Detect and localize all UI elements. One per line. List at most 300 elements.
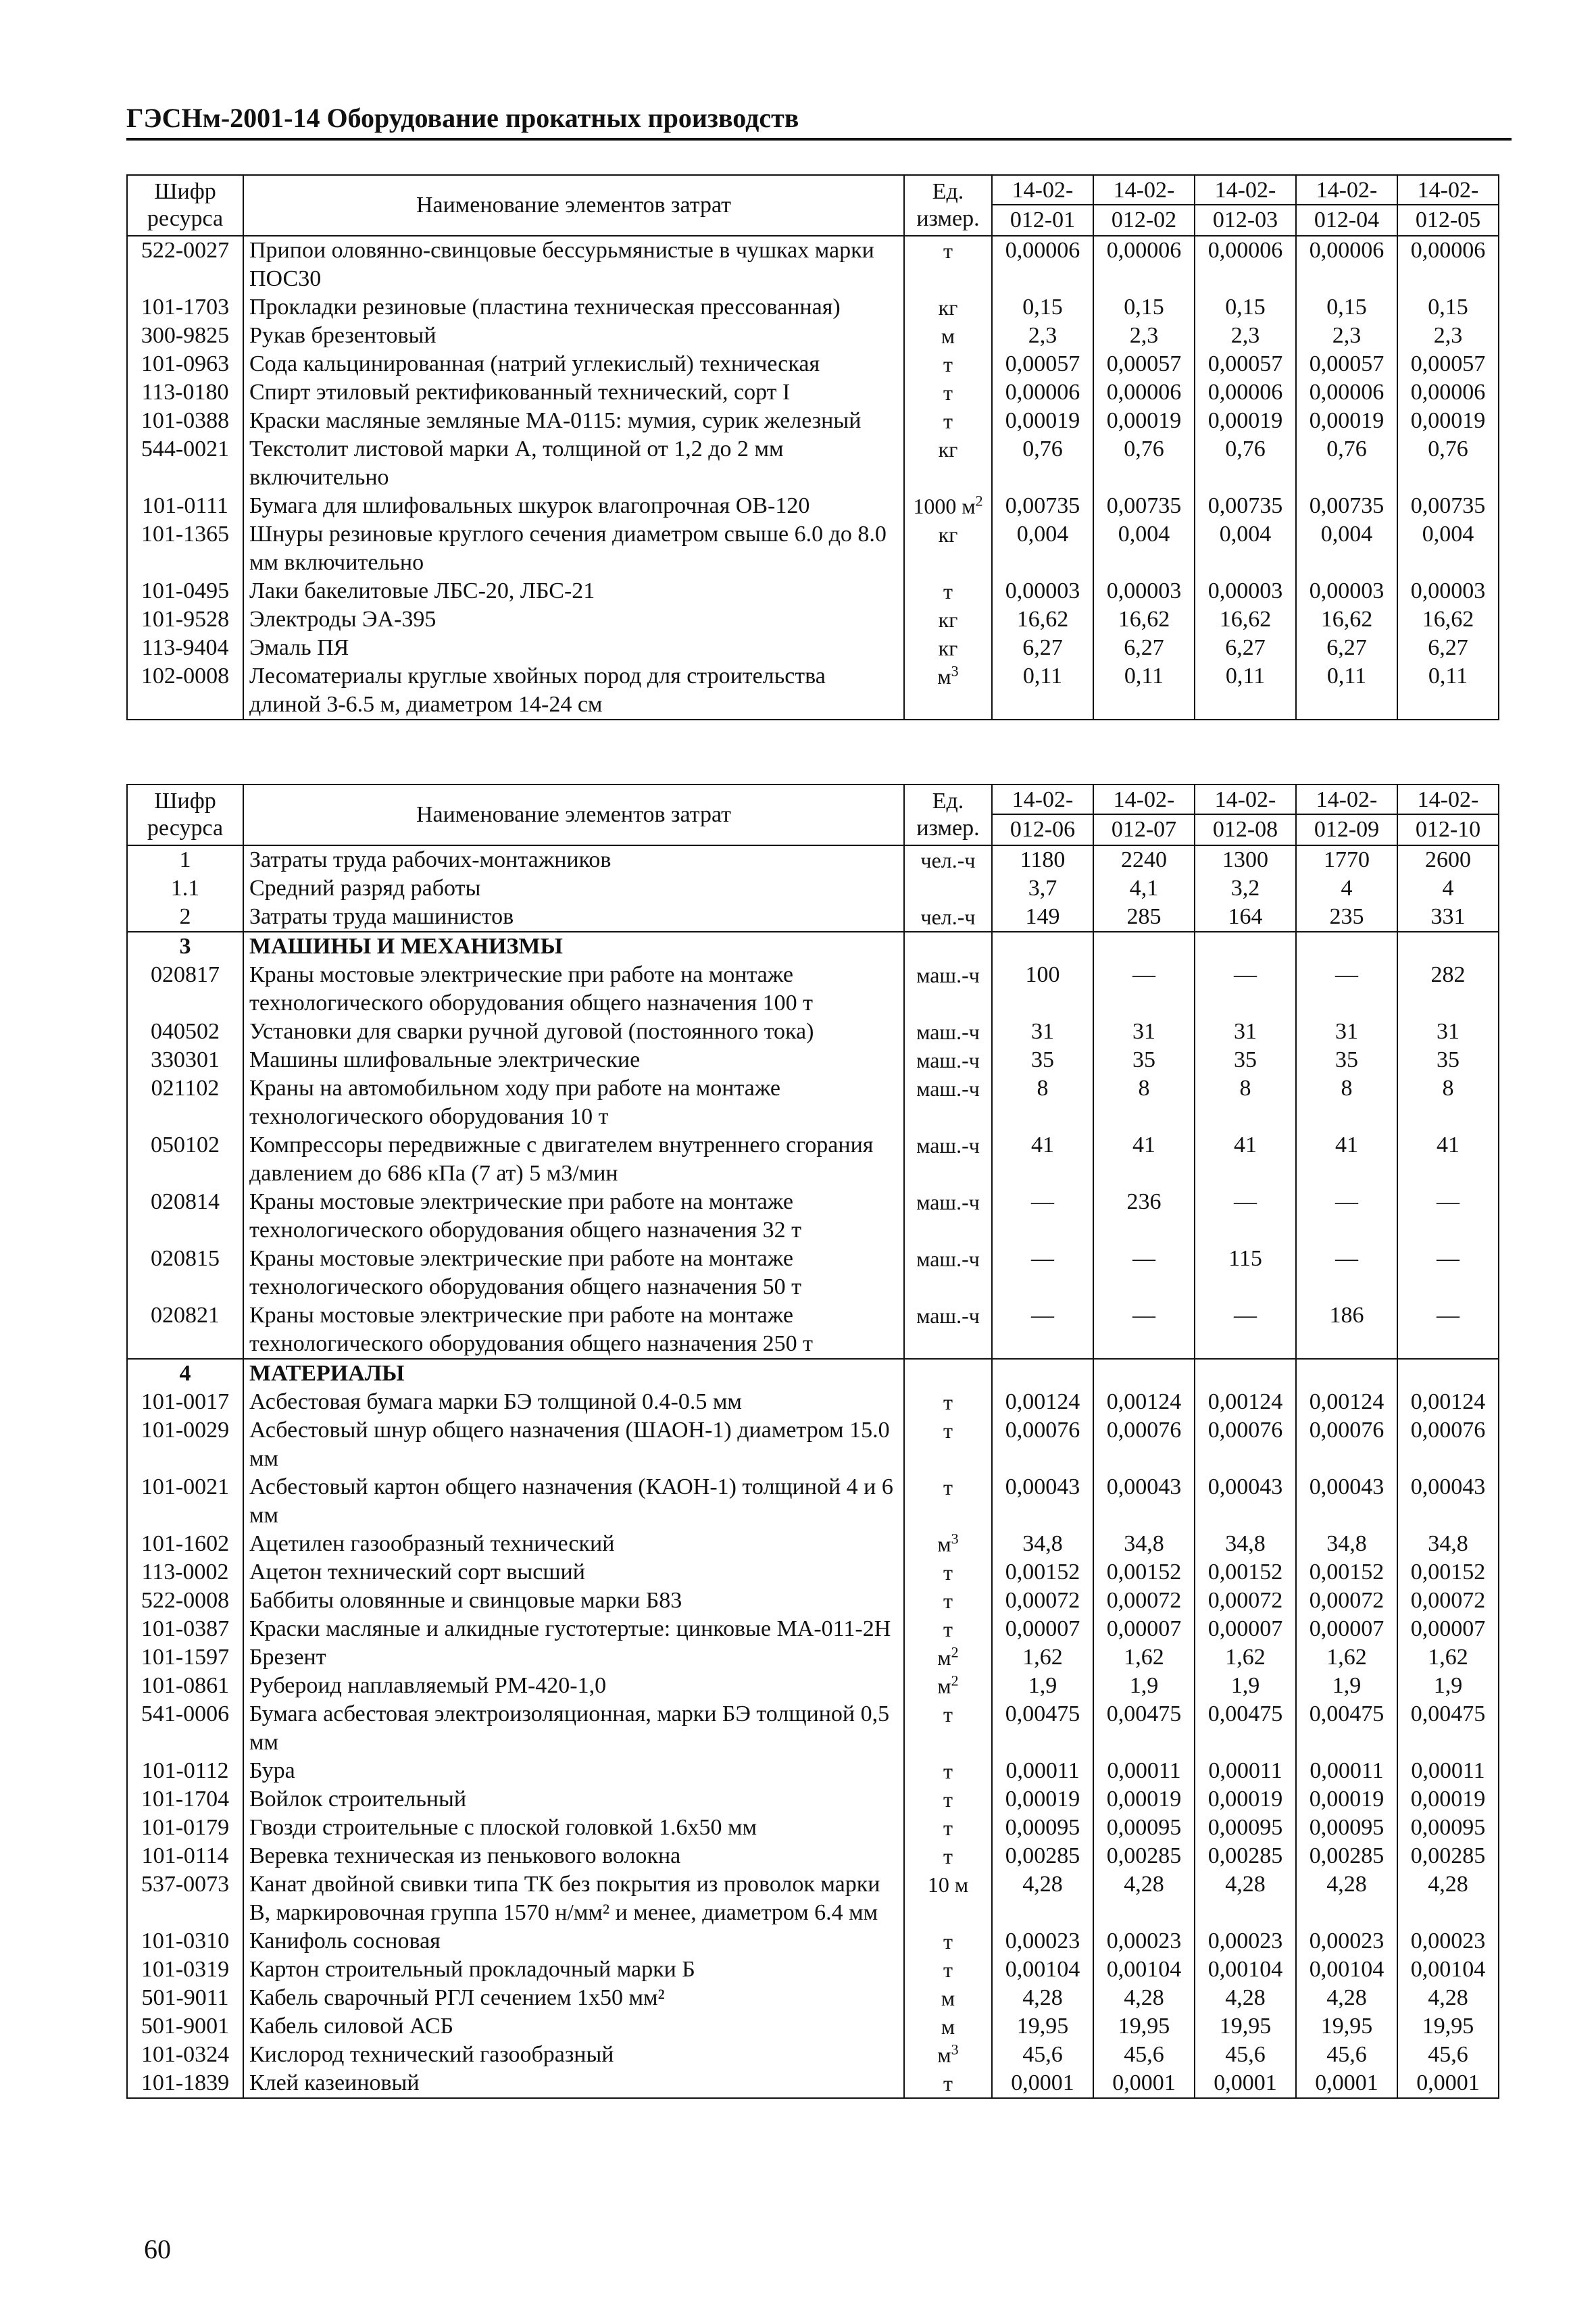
resource-value: 1,9 — [992, 1672, 1093, 1700]
unit-label: м — [937, 2043, 951, 2067]
unit-label: т — [943, 1844, 953, 1868]
resource-value: 0,00072 — [1296, 1587, 1397, 1615]
resource-value: 0,00124 — [992, 1388, 1093, 1416]
resource-value: 0,76 — [1397, 435, 1499, 492]
resource-value: 31 — [1397, 1018, 1499, 1046]
resource-name: Прокладки резиновые (пластина техническая прессованная) — [243, 293, 904, 322]
unit-label: 1000 м — [913, 494, 976, 518]
resource-unit — [904, 961, 992, 1018]
resource-value: 19,95 — [992, 2012, 1093, 2041]
resource-value: 0,15 — [992, 293, 1093, 322]
resource-name: Краны мостовые электрические при работе на монтаже технологического оборудования общего назначения 50 т — [243, 1245, 904, 1301]
resource-value: 0,00057 — [1093, 350, 1195, 378]
resource-code: 020817 — [127, 961, 243, 1018]
resource-value: 0,00735 — [1397, 492, 1499, 520]
resource-unit — [904, 1672, 992, 1700]
resource-value: 41 — [992, 1131, 1093, 1188]
resource-code: 101-9528 — [127, 605, 243, 634]
table-row — [127, 874, 1499, 903]
resource-value: 0,00104 — [1397, 1956, 1499, 1984]
unit-label: т — [943, 1759, 953, 1783]
resource-value: 34,8 — [992, 1530, 1093, 1558]
unit-label: маш.-ч — [916, 963, 980, 987]
table-row — [127, 2012, 1499, 2041]
resource-value: 0,00019 — [992, 1785, 1093, 1814]
resource-code: 101-0029 — [127, 1416, 243, 1473]
resource-value: 4,28 — [992, 1984, 1093, 2012]
resource-value: 34,8 — [1093, 1530, 1195, 1558]
resource-value — [1397, 932, 1499, 961]
resource-code: 101-0310 — [127, 1927, 243, 1956]
resource-value: 186 — [1296, 1301, 1397, 1359]
resource-name: МАШИНЫ И МЕХАНИЗМЫ — [243, 932, 904, 961]
resource-value: 8 — [1397, 1074, 1499, 1131]
resource-value — [992, 932, 1093, 961]
resource-value: 1,9 — [1093, 1672, 1195, 1700]
resource-value: 0,00475 — [1195, 1700, 1296, 1757]
resource-value: 19,95 — [1093, 2012, 1195, 2041]
resource-value: 0,00124 — [1296, 1388, 1397, 1416]
resource-code: 330301 — [127, 1046, 243, 1074]
resource-code: 113-0002 — [127, 1558, 243, 1587]
unit-label: т — [943, 1787, 953, 1812]
unit-label: м — [941, 324, 955, 348]
resource-value: 0,00006 — [1397, 236, 1499, 293]
resource-unit — [904, 378, 992, 407]
resource-code: 021102 — [127, 1074, 243, 1131]
resource-value: 0,00285 — [992, 1842, 1093, 1870]
resource-name: Бура — [243, 1757, 904, 1785]
resource-unit — [904, 1615, 992, 1643]
resource-value: 0,00072 — [1093, 1587, 1195, 1615]
table-row — [127, 236, 1499, 293]
unit-label: м — [937, 1532, 951, 1556]
unit-label: кг — [938, 437, 958, 462]
resource-value: 0,00011 — [1093, 1757, 1195, 1785]
resource-unit — [904, 1046, 992, 1074]
resource-value: 282 — [1397, 961, 1499, 1018]
resource-value: 0,00043 — [1296, 1473, 1397, 1530]
table-row — [127, 1359, 1499, 1388]
resource-code: 101-0861 — [127, 1672, 243, 1700]
header-unit: Ед. измер. — [904, 175, 992, 236]
resource-value: 4,28 — [1296, 1870, 1397, 1927]
resource-value: 34,8 — [1296, 1530, 1397, 1558]
resource-value: 0,00043 — [1397, 1473, 1499, 1530]
table-row — [127, 1842, 1499, 1870]
table-row — [127, 1416, 1499, 1473]
resource-value: 1,62 — [1397, 1643, 1499, 1672]
resource-value: 35 — [1397, 1046, 1499, 1074]
resource-value: 285 — [1093, 903, 1195, 932]
resource-value: 0,00072 — [1397, 1587, 1499, 1615]
table-row — [127, 1558, 1499, 1587]
table-row — [127, 1785, 1499, 1814]
resource-value: 0,004 — [992, 520, 1093, 577]
resource-value: 4 — [1397, 874, 1499, 903]
resource-unit — [904, 634, 992, 662]
resource-name: Веревка техническая из пенькового волокна — [243, 1842, 904, 1870]
unit-label: маш.-ч — [916, 1020, 980, 1044]
resource-value: 0,00735 — [1296, 492, 1397, 520]
resource-name: Асбестовый картон общего назначения (КАОН-1) толщиной 4 и 6 мм — [243, 1473, 904, 1530]
resource-unit — [904, 1700, 992, 1757]
resource-unit — [904, 1757, 992, 1785]
resource-code: 101-0387 — [127, 1615, 243, 1643]
resource-code: 522-0008 — [127, 1587, 243, 1615]
resource-unit — [904, 1870, 992, 1927]
resource-value: 236 — [1093, 1188, 1195, 1245]
resource-value: 45,6 — [1296, 2041, 1397, 2069]
resource-value: 0,00152 — [1195, 1558, 1296, 1587]
table-row — [127, 1984, 1499, 2012]
resource-name: Бумага асбестовая электроизоляционная, марки БЭ толщиной 0,5 мм — [243, 1700, 904, 1757]
resource-name: Текстолит листовой марки А, толщиной от 1,2 до 2 мм включительно — [243, 435, 904, 492]
resource-code: 101-0388 — [127, 407, 243, 435]
resource-value: 19,95 — [1397, 2012, 1499, 2041]
resource-value: 0,00019 — [1397, 407, 1499, 435]
resource-name: Гвозди строительные с плоской головкой 1.6x50 мм — [243, 1814, 904, 1842]
table-row — [127, 520, 1499, 577]
resource-value — [1296, 932, 1397, 961]
table-row — [127, 1870, 1499, 1927]
resource-name: Сода кальцинированная (натрий углекислый) техническая — [243, 350, 904, 378]
resource-value: 0,00076 — [992, 1416, 1093, 1473]
resource-value: — — [1093, 1245, 1195, 1301]
resource-value: 0,00006 — [1195, 378, 1296, 407]
table-row — [127, 1473, 1499, 1530]
resource-value: 0,00475 — [1296, 1700, 1397, 1757]
resource-name: Кабель силовой АСБ — [243, 2012, 904, 2041]
resource-value: 0,11 — [1397, 662, 1499, 720]
unit-label: маш.-ч — [916, 1076, 980, 1101]
resource-value: 31 — [1093, 1018, 1195, 1046]
resource-value: 0,00007 — [1195, 1615, 1296, 1643]
resource-name: Спирт этиловый ректификованный технический, сорт I — [243, 378, 904, 407]
table-row — [127, 1956, 1499, 1984]
resource-value: 0,00152 — [992, 1558, 1093, 1587]
resource-value: 4,1 — [1093, 874, 1195, 903]
resource-name: МАТЕРИАЛЫ — [243, 1359, 904, 1388]
resource-value: 0,00043 — [992, 1473, 1093, 1530]
resource-unit — [904, 1131, 992, 1188]
resource-value: 0,00735 — [992, 492, 1093, 520]
table-row — [127, 1245, 1499, 1301]
resource-value: 2,3 — [992, 322, 1093, 350]
resource-unit — [904, 293, 992, 322]
unit-label: т — [943, 1589, 953, 1613]
resource-code: 101-1597 — [127, 1643, 243, 1672]
resource-value: — — [1296, 1245, 1397, 1301]
resource-name: Припои оловянно-свинцовые бессурьмянистые в чушках марки ПОС30 — [243, 236, 904, 293]
resource-value: 0,0001 — [1195, 2069, 1296, 2098]
resource-unit — [904, 1074, 992, 1131]
table-row — [127, 492, 1499, 520]
resource-value: 1,9 — [1397, 1672, 1499, 1700]
resource-unit — [904, 435, 992, 492]
resource-unit — [904, 577, 992, 605]
resource-value: 0,00011 — [1397, 1757, 1499, 1785]
resource-value: 0,00124 — [1397, 1388, 1499, 1416]
resource-code: 113-0180 — [127, 378, 243, 407]
resource-value: 0,00023 — [1093, 1927, 1195, 1956]
resource-value: 2,3 — [1195, 322, 1296, 350]
resource-value: 0,00735 — [1195, 492, 1296, 520]
unit-label: т — [943, 1617, 953, 1641]
resource-code: 050102 — [127, 1131, 243, 1188]
unit-label: чел.-ч — [920, 905, 976, 929]
resource-name: Шнуры резиновые круглого сечения диаметром свыше 6.0 до 8.0 мм включительно — [243, 520, 904, 577]
resource-unit — [904, 520, 992, 577]
resource-code: 101-1602 — [127, 1530, 243, 1558]
resource-code: 501-9001 — [127, 2012, 243, 2041]
resource-value: 0,00003 — [1093, 577, 1195, 605]
resource-name: Асбестовый шнур общего назначения (ШАОН-1) диаметром 15.0 мм — [243, 1416, 904, 1473]
resource-value: 1,62 — [1296, 1643, 1397, 1672]
resource-code: 102-0008 — [127, 662, 243, 720]
resource-unit — [904, 1188, 992, 1245]
resource-name: Брезент — [243, 1643, 904, 1672]
unit-label: т — [943, 1390, 953, 1414]
resource-value: 0,00006 — [992, 236, 1093, 293]
resource-name: Кислород технический газообразный — [243, 2041, 904, 2069]
unit-label: 10 м — [927, 1872, 969, 1897]
resource-value: 1,62 — [992, 1643, 1093, 1672]
resource-value: 8 — [1093, 1074, 1195, 1131]
resource-code: 1 — [127, 845, 243, 874]
resource-name: Войлок строительный — [243, 1785, 904, 1814]
resource-value: 0,0001 — [1093, 2069, 1195, 2098]
resource-unit — [904, 1927, 992, 1956]
resource-value: 0,11 — [1195, 662, 1296, 720]
unit-label: т — [943, 1475, 953, 1499]
resource-table-1 — [126, 174, 1499, 720]
resource-value: 6,27 — [1296, 634, 1397, 662]
unit-superscript: 2 — [951, 1672, 959, 1689]
resource-value: 35 — [1296, 1046, 1397, 1074]
resource-value: 1180 — [992, 845, 1093, 874]
resource-code: 020814 — [127, 1188, 243, 1245]
resource-value: 0,11 — [992, 662, 1093, 720]
resource-value: — — [1397, 1245, 1499, 1301]
resource-unit — [904, 350, 992, 378]
resource-unit — [904, 2041, 992, 2069]
resource-name: Компрессоры передвижные с двигателем внутреннего сгорания давлением до 686 кПа (7 ат) 5 м3/мин — [243, 1131, 904, 1188]
resource-value: 0,00019 — [1397, 1785, 1499, 1814]
unit-label: маш.-ч — [916, 1133, 980, 1158]
resource-value: 0,00095 — [1093, 1814, 1195, 1842]
table-row — [127, 2069, 1499, 2098]
table-row — [127, 1814, 1499, 1842]
resource-value: 0,00019 — [1195, 407, 1296, 435]
resource-value: 0,004 — [1093, 520, 1195, 577]
resource-value: 2,3 — [1296, 322, 1397, 350]
resource-value: 0,00019 — [1093, 407, 1195, 435]
header-col: 14-02- 012-08 — [1195, 785, 1296, 845]
resource-name: Лесоматериалы круглые хвойных пород для строительства длиной 3-6.5 м, диаметром 14-24 см — [243, 662, 904, 720]
resource-code: 101-0017 — [127, 1388, 243, 1416]
resource-value: 0,00006 — [992, 378, 1093, 407]
unit-label: т — [943, 380, 953, 405]
resource-code: 113-9404 — [127, 634, 243, 662]
resource-value: 4,28 — [1093, 1984, 1195, 2012]
resource-value: 0,00095 — [1296, 1814, 1397, 1842]
resource-name: Картон строительный прокладочный марки Б — [243, 1956, 904, 1984]
resource-unit — [904, 1956, 992, 1984]
table-row — [127, 407, 1499, 435]
resource-value: 0,00057 — [1195, 350, 1296, 378]
header-col: 14-02- 012-06 — [992, 785, 1093, 845]
resource-unit — [904, 1984, 992, 2012]
resource-code: 501-9011 — [127, 1984, 243, 2012]
resource-value — [1195, 1359, 1296, 1388]
resource-value: 0,00007 — [1296, 1615, 1397, 1643]
resource-unit — [904, 1416, 992, 1473]
resource-unit — [904, 874, 992, 903]
resource-unit — [904, 662, 992, 720]
unit-label: кг — [938, 295, 958, 320]
resource-value: 0,00095 — [1397, 1814, 1499, 1842]
resource-name: Краски масляные и алкидные густотертые: цинковые МА-011-2Н — [243, 1615, 904, 1643]
unit-label: т — [943, 1816, 953, 1840]
resource-name: Краны на автомобильном ходу при работе на монтаже технологического оборудования 10 т — [243, 1074, 904, 1131]
resource-value: 1,9 — [1195, 1672, 1296, 1700]
unit-label: т — [943, 352, 953, 376]
resource-value: 8 — [992, 1074, 1093, 1131]
unit-label: м — [941, 1986, 955, 2010]
resource-value: 0,00019 — [992, 407, 1093, 435]
table-row — [127, 293, 1499, 322]
table-row — [127, 1301, 1499, 1359]
resource-code: 537-0073 — [127, 1870, 243, 1927]
resource-value — [1093, 932, 1195, 961]
resource-value: 164 — [1195, 903, 1296, 932]
resource-value: 31 — [1195, 1018, 1296, 1046]
resource-value: 0,00104 — [1195, 1956, 1296, 1984]
unit-label: маш.-ч — [916, 1190, 980, 1214]
resource-value: 3,2 — [1195, 874, 1296, 903]
resource-name: Канат двойной свивки типа ТК без покрытия из проволок марки В, маркировочная группа 1570 н/мм² и менее, диаметром 6.4 мм — [243, 1870, 904, 1927]
table-row — [127, 1672, 1499, 1700]
resource-value: — — [992, 1301, 1093, 1359]
resource-value: 0,00104 — [1296, 1956, 1397, 1984]
unit-label: маш.-ч — [916, 1303, 980, 1328]
resource-name: Эмаль ПЯ — [243, 634, 904, 662]
resource-value: 0,00057 — [992, 350, 1093, 378]
unit-label: м — [937, 1645, 951, 1670]
resource-name: Лаки бакелитовые ЛБС-20, ЛБС-21 — [243, 577, 904, 605]
resource-value: 45,6 — [1093, 2041, 1195, 2069]
resource-unit — [904, 903, 992, 932]
unit-label: т — [943, 409, 953, 433]
table-row — [127, 1131, 1499, 1188]
resource-value: 0,00006 — [1296, 236, 1397, 293]
resource-value: 4,28 — [1093, 1870, 1195, 1927]
header-col: 14-02- 012-04 — [1296, 175, 1397, 236]
resource-value: 0,00475 — [1093, 1700, 1195, 1757]
resource-value: 16,62 — [1195, 605, 1296, 634]
resource-value: 6,27 — [1093, 634, 1195, 662]
table-row — [127, 577, 1499, 605]
unit-label: м — [937, 664, 951, 689]
resource-value: 0,004 — [1397, 520, 1499, 577]
resource-value: 0,00104 — [992, 1956, 1093, 1984]
header-col: 14-02- 012-09 — [1296, 785, 1397, 845]
resource-unit — [904, 2012, 992, 2041]
resource-name: Средний разряд работы — [243, 874, 904, 903]
resource-value: 0,00057 — [1296, 350, 1397, 378]
resource-code: 101-0111 — [127, 492, 243, 520]
resource-value: 0,00023 — [1195, 1927, 1296, 1956]
header-col: 14-02- 012-01 — [992, 175, 1093, 236]
resource-value: 0,00023 — [1397, 1927, 1499, 1956]
resource-code: 1.1 — [127, 874, 243, 903]
unit-label: т — [943, 239, 953, 263]
resource-value: 0,00006 — [1093, 236, 1195, 293]
resource-unit — [904, 1785, 992, 1814]
resource-value: 0,76 — [1296, 435, 1397, 492]
unit-superscript: 2 — [975, 492, 983, 509]
resource-unit — [904, 2069, 992, 2098]
resource-code: 300-9825 — [127, 322, 243, 350]
header-col: 14-02- 012-10 — [1397, 785, 1499, 845]
resource-unit — [904, 492, 992, 520]
resource-value: 0,004 — [1195, 520, 1296, 577]
header-col: 14-02- 012-03 — [1195, 175, 1296, 236]
resource-code: 101-0319 — [127, 1956, 243, 1984]
resource-value: 19,95 — [1296, 2012, 1397, 2041]
resource-value: 41 — [1397, 1131, 1499, 1188]
resource-name: Клей казеиновый — [243, 2069, 904, 2098]
resource-value: 0,15 — [1093, 293, 1195, 322]
resource-value: 0,00285 — [1195, 1842, 1296, 1870]
resource-value: — — [1397, 1301, 1499, 1359]
header-name: Наименование элементов затрат — [243, 785, 904, 845]
unit-superscript: 3 — [951, 2041, 959, 2058]
resource-value: 16,62 — [992, 605, 1093, 634]
unit-label: маш.-ч — [916, 1247, 980, 1271]
resource-value: 0,00475 — [992, 1700, 1093, 1757]
resource-value: 4,28 — [1296, 1984, 1397, 2012]
resource-name: Краски масляные земляные МА-0115: мумия, сурик железный — [243, 407, 904, 435]
resource-name: Кабель сварочный РГЛ сечением 1x50 мм² — [243, 1984, 904, 2012]
resource-value: 4,28 — [1195, 1984, 1296, 2012]
resource-value: 1,62 — [1195, 1643, 1296, 1672]
resource-name: Затраты труда рабочих-монтажников — [243, 845, 904, 874]
resource-value: 0,00007 — [1093, 1615, 1195, 1643]
resource-code: 101-0114 — [127, 1842, 243, 1870]
table-row — [127, 1615, 1499, 1643]
resource-value: — — [1093, 961, 1195, 1018]
resource-name: Канифоль сосновая — [243, 1927, 904, 1956]
unit-label: т — [943, 1418, 953, 1443]
resource-unit — [904, 322, 992, 350]
header-unit: Ед. измер. — [904, 785, 992, 845]
table-row — [127, 662, 1499, 720]
resource-code: 101-1365 — [127, 520, 243, 577]
resource-unit — [904, 1643, 992, 1672]
table-row — [127, 1188, 1499, 1245]
resource-value: 100 — [992, 961, 1093, 1018]
table-row — [127, 1074, 1499, 1131]
resource-unit — [904, 407, 992, 435]
resource-code: 101-0112 — [127, 1757, 243, 1785]
resource-value: 16,62 — [1397, 605, 1499, 634]
resource-value: 8 — [1296, 1074, 1397, 1131]
resource-value: 41 — [1195, 1131, 1296, 1188]
resource-value: 0,00072 — [1195, 1587, 1296, 1615]
resource-value: 0,0001 — [1397, 2069, 1499, 2098]
